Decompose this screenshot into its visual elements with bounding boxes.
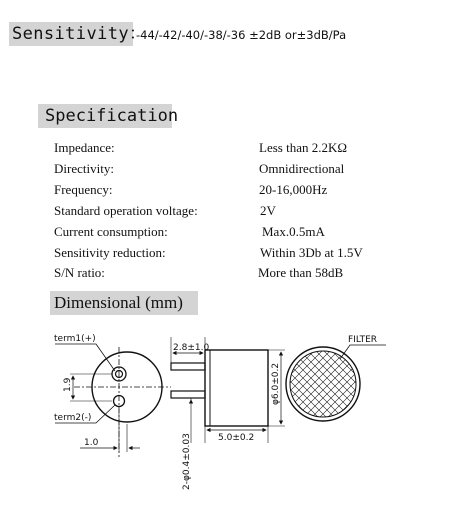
spec-value: Less than 2.2KΩ <box>259 140 348 155</box>
pin-spacing-label: 1.9 <box>63 377 73 392</box>
spec-row-voltage <box>0 201 469 221</box>
spec-key: Impedance: <box>54 140 115 155</box>
spec-value: 20-16,000Hz <box>259 182 328 197</box>
spec-key: Directivity: <box>54 161 114 176</box>
spec-value: 2V <box>260 203 276 218</box>
spec-key: S/N ratio: <box>54 265 105 280</box>
spec-value: Max.0.5mA <box>262 224 325 239</box>
spec-value: More than 58dB <box>258 265 344 280</box>
dimension-drawing <box>0 325 469 519</box>
spec-row-sensitivity-reduction <box>0 243 469 263</box>
diameter-label: φ6.0±0.2 <box>271 362 281 405</box>
term1-label: term1(+) <box>54 334 96 344</box>
spec-row-current <box>0 222 469 242</box>
spec-value: Omnidirectional <box>259 161 345 176</box>
spec-key: Frequency: <box>54 182 113 197</box>
filter-label: FILTER <box>348 335 378 345</box>
bottom-view <box>54 334 171 457</box>
height-label: 5.0±0.2 <box>218 433 255 443</box>
side-view <box>171 337 285 490</box>
pin-length-label: 2.8±1.0 <box>173 343 210 353</box>
spec-row-sn-ratio <box>0 263 469 283</box>
spec-row-impedance <box>0 138 469 158</box>
dimensional-heading: Dimensional (mm) <box>54 293 183 312</box>
spec-key: Current consumption: <box>54 224 168 239</box>
spec-key: Sensitivity reduction: <box>54 245 166 260</box>
pin-offset-label: 1.0 <box>84 438 99 448</box>
term2-label: term2(-) <box>54 413 92 423</box>
spec-row-frequency <box>0 180 469 200</box>
spec-row-directivity <box>0 159 469 179</box>
spec-value: Within 3Db at 1.5V <box>260 245 363 260</box>
specification-heading: Specification <box>45 106 179 126</box>
front-view <box>278 335 386 435</box>
spec-key: Standard operation voltage: <box>54 203 198 218</box>
pin-diameter-label: 2-φ0.4±0.03 <box>182 433 192 490</box>
sensitivity-value: -44/-42/-40/-38/-36 ±2dB or±3dB/Pa <box>136 28 347 42</box>
sensitivity-label: Sensitivity： <box>12 24 147 44</box>
